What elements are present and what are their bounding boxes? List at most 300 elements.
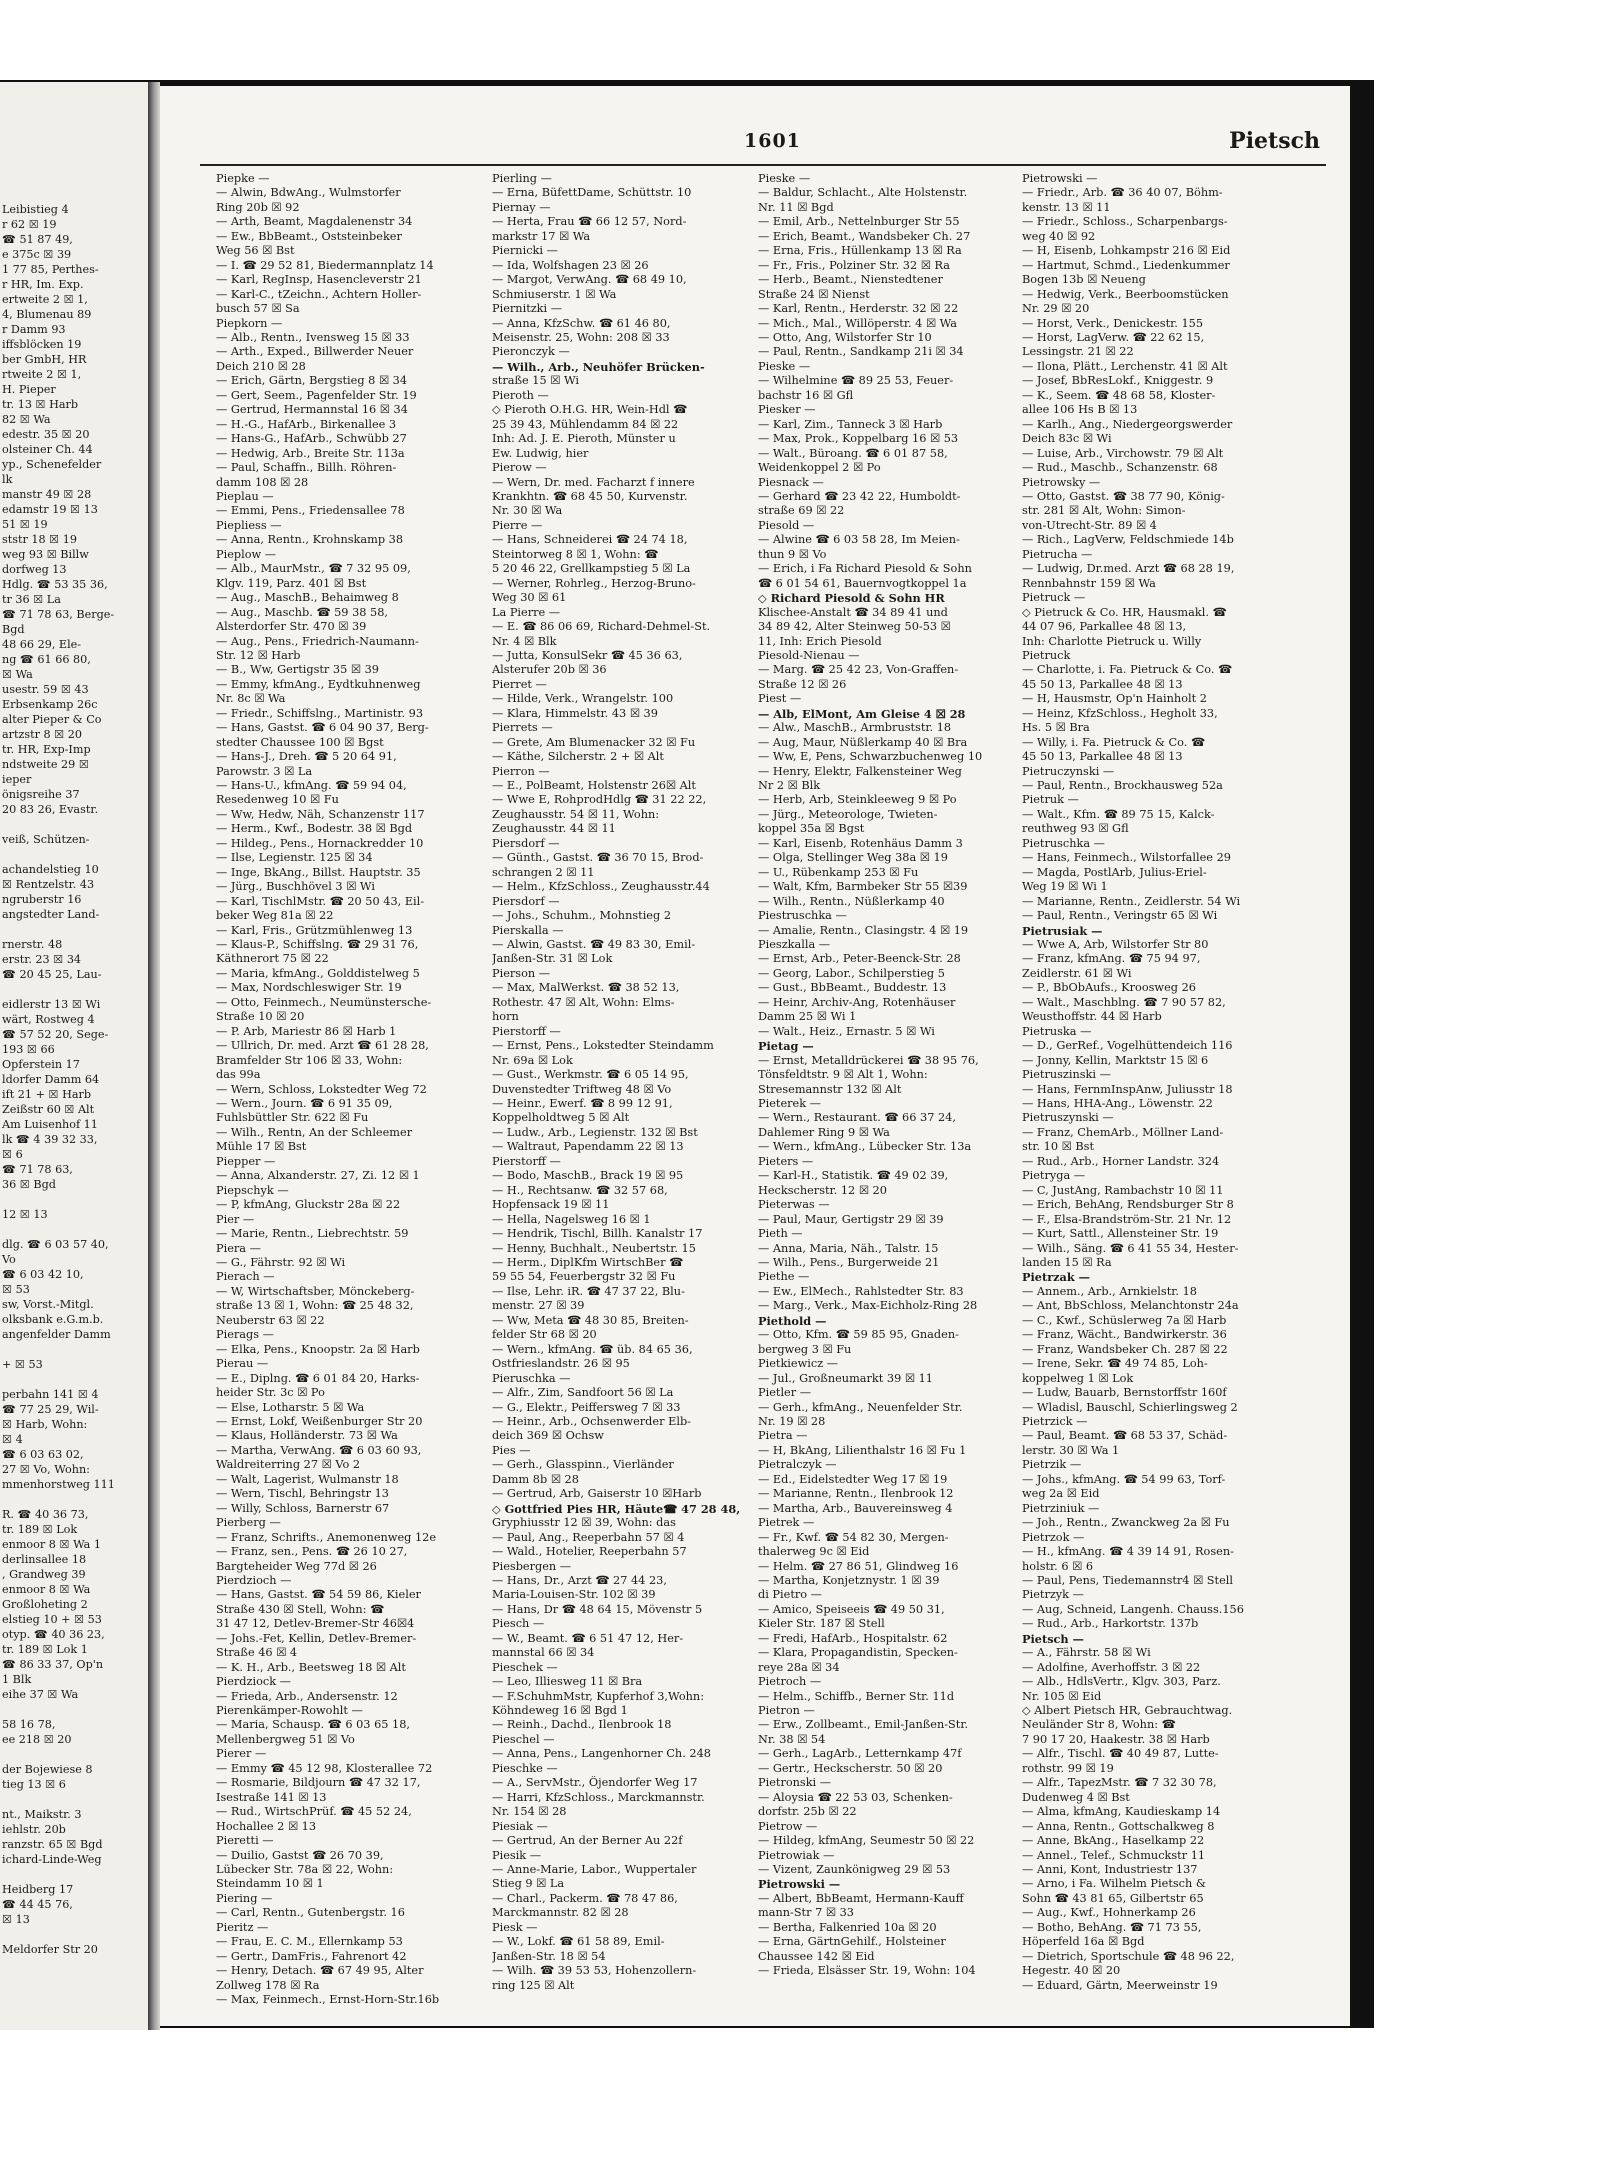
left-page-line: otyp. ☎ 40 36 23, xyxy=(2,1628,105,1641)
directory-entry: — Friedr., Arb. ☎ 36 40 07, Böhm- xyxy=(1022,186,1223,200)
directory-entry: — Alwin, Gastst. ☎ 49 83 30, Emil- xyxy=(492,938,696,952)
directory-entry: straße 13 ☒ 1, Wohn: ☎ 25 48 32, xyxy=(216,1299,414,1313)
directory-entry: — Käthe, Silcherstr. 2 + ☒ Alt xyxy=(492,750,664,764)
directory-entry: — A., ServMstr., Öjendorfer Weg 17 xyxy=(492,1776,698,1790)
directory-entry: Piernay — xyxy=(492,200,551,214)
left-page-line: 58 16 78, xyxy=(2,1718,56,1731)
left-page-line: 193 ☒ 66 xyxy=(2,1043,55,1056)
left-page-line: ☎ 44 45 76, xyxy=(2,1898,73,1911)
directory-entry: — Wern, Dr. med. Facharzt f innere xyxy=(492,475,695,489)
directory-entry: — Hans, Schneiderei ☎ 24 74 18, xyxy=(492,533,688,547)
directory-entry: — Ernst, Metalldrückerei ☎ 38 95 76, xyxy=(758,1053,979,1067)
directory-entry: Piersdorf — xyxy=(492,894,560,908)
left-page-line: + ☒ 53 xyxy=(2,1358,43,1371)
left-page-line: perbahn 141 ☒ 4 xyxy=(2,1388,99,1401)
directory-entry: Mühle 17 ☒ Bst xyxy=(216,1140,307,1154)
directory-entry: — Charl., Packerm. ☎ 78 47 86, xyxy=(492,1891,678,1905)
directory-entry: Pieterek — xyxy=(758,1097,821,1110)
directory-entry: Isestraße 141 ☒ 13 xyxy=(216,1790,327,1804)
directory-entry: Hs. 5 ☒ Bra xyxy=(1022,721,1090,735)
directory-entry: mannstal 66 ☒ 34 xyxy=(492,1646,595,1660)
left-page-line: rnerstr. 48 xyxy=(2,938,63,951)
directory-entry: Pietryga — xyxy=(1022,1169,1086,1183)
directory-entry: Pierags — xyxy=(216,1328,274,1342)
directory-entry: — Gertrud, Arb, Gaiserstr 10 ☒Harb xyxy=(492,1487,702,1501)
directory-entry: Duvenstedter Triftweg 48 ☒ Vo xyxy=(492,1082,672,1096)
directory-entry: — Jutta, KonsulSekr ☎ 45 36 63, xyxy=(492,648,683,662)
directory-entry: — Karl, Fris., Grützmühlenweg 13 xyxy=(216,923,413,937)
directory-entry: — A., Fährstr. 58 ☒ Wi xyxy=(1022,1646,1151,1660)
left-page-line: ldorfer Damm 64 xyxy=(2,1073,100,1086)
directory-entry: — Reinh., Dachd., Ilenbrook 18 xyxy=(492,1718,672,1732)
directory-entry: — Max, MalWerkst. ☎ 38 52 13, xyxy=(492,981,680,995)
directory-entry: Pierron — xyxy=(492,764,550,778)
directory-entry: Klgv. 119, Parz. 401 ☒ Bst xyxy=(216,576,367,590)
directory-entry: 5 20 46 22, Grellkampstieg 5 ☒ La xyxy=(492,562,691,576)
directory-entry: — Gertrud, An der Berner Au 22f xyxy=(492,1834,683,1848)
left-page-line: ☒ 53 xyxy=(2,1283,30,1296)
directory-entry: Ostfrieslandstr. 26 ☒ 95 xyxy=(492,1357,630,1371)
left-page-line xyxy=(2,817,148,832)
directory-entry: — Anna, Alxanderstr. 27, Zi. 12 ☒ 1 xyxy=(216,1169,420,1183)
directory-entry: — Hans-G., HafArb., Schwübb 27 xyxy=(216,432,407,446)
left-page-line: sw, Vorst.-Mitgl. xyxy=(2,1298,94,1311)
directory-entry: — Margot, VerwAng. ☎ 68 49 10, xyxy=(492,273,687,287)
directory-entry: Pietralczyk — xyxy=(758,1458,837,1472)
directory-entry: — Erna, GärtnGehilf., Holsteiner xyxy=(758,1935,946,1949)
left-page-line: 12 ☒ 13 xyxy=(2,1208,48,1221)
left-page-line: 51 ☒ 19 xyxy=(2,518,48,531)
directory-entry: Hopfensack 19 ☒ 11 xyxy=(492,1198,610,1212)
directory-entry: Nr. 38 ☒ 54 xyxy=(758,1732,826,1746)
directory-entry: — Ww, E, Pens, Schwarzbuchenweg 10 xyxy=(758,750,983,764)
directory-entry: koppel 35a ☒ Bgst xyxy=(758,822,865,836)
directory-entry: Pietrzak — xyxy=(1022,1270,1090,1285)
left-page-line: lk xyxy=(2,473,13,486)
directory-entry: Pierdziock — xyxy=(216,1675,291,1689)
left-page-line: ☎ 51 87 49, xyxy=(2,233,73,246)
directory-entry: — Johs., kfmAng. ☎ 54 99 63, Torf- xyxy=(1022,1472,1226,1486)
directory-entry: Pietrziniuk — xyxy=(1022,1501,1100,1515)
directory-entry: Nr. 30 ☒ Wa xyxy=(492,504,563,518)
left-page-line: e 375c ☒ 39 xyxy=(2,248,72,261)
directory-entry: 59 55 54, Feuerbergstr 32 ☒ Fu xyxy=(492,1270,676,1284)
directory-entry: — Wilh., Arb., Neuhöfer Brücken- xyxy=(492,359,705,374)
directory-entry: — Ilse, Lehr. iR. ☎ 47 37 22, Blu- xyxy=(492,1284,685,1298)
directory-entry: — E., PolBeamt, Holstenstr 26☒ Alt xyxy=(492,779,696,793)
directory-entry: Pieske — xyxy=(758,359,811,373)
directory-entry: Piepliess — xyxy=(216,518,282,532)
directory-entry: Tönsfeldtstr. 9 ☒ Alt 1, Wohn: xyxy=(758,1068,928,1082)
directory-entry: Koppelholdtweg 5 ☒ Alt xyxy=(492,1111,630,1125)
directory-entry: Pieplau — xyxy=(216,489,274,503)
running-head: Pietsch xyxy=(1229,128,1320,154)
directory-entry: — Georg, Labor., Schilperstieg 5 xyxy=(758,966,945,980)
directory-entry: — Alw., MaschB., Armbruststr. 18 xyxy=(758,721,952,735)
left-page-line: ☎ 71 78 63, xyxy=(2,1163,73,1176)
directory-entry: — Botho, BehAng. ☎ 71 73 55, xyxy=(1022,1920,1202,1934)
directory-entry: di Pietro — xyxy=(758,1588,822,1602)
directory-entry: Pietrusiak — xyxy=(1022,923,1103,938)
directory-entry: — Karl-C., tZeichn., Achtern Holler- xyxy=(216,287,422,301)
directory-entry: — Marg., Verk., Max-Eichholz-Ring 28 xyxy=(758,1299,978,1313)
directory-entry: — Karlh., Ang., Niedergeorgswerder xyxy=(1022,417,1233,431)
directory-entry: — Hans, HHA-Ang., Löwenstr. 22 xyxy=(1022,1097,1213,1110)
left-page-line: eidlerstr 13 ☒ Wi xyxy=(2,998,101,1011)
directory-entry: Piesik — xyxy=(492,1848,542,1862)
left-page-line: Heidberg 17 xyxy=(2,1883,74,1896)
directory-entry: str. 281 ☒ Alt, Wohn: Simon- xyxy=(1022,504,1186,518)
directory-entry: — Josef, BbResLokf., Kniggestr. 9 xyxy=(1022,374,1214,388)
directory-entry: — Inge, BkAng., Billst. Hauptstr. 35 xyxy=(216,865,421,879)
directory-entry: — Frieda, Elsässer Str. 19, Wohn: 104 xyxy=(758,1964,976,1978)
directory-entry: Piepper — xyxy=(216,1154,276,1168)
directory-entry: — Jul., Großneumarkt 39 ☒ 11 xyxy=(758,1371,933,1385)
left-page-line: Hdlg. ☎ 53 35 36, xyxy=(2,578,108,591)
directory-entry: — Carl, Rentn., Gutenbergstr. 16 xyxy=(216,1906,405,1920)
left-page-line: veiß, Schützen- xyxy=(2,833,90,846)
directory-entry: Zeughausstr. 54 ☒ 11, Wohn: xyxy=(492,807,660,821)
left-page-line: ichard-Linde-Weg xyxy=(2,1853,102,1866)
directory-entry: thun 9 ☒ Vo xyxy=(758,547,827,561)
left-page-line: olsteiner Ch. 44 xyxy=(2,443,93,456)
directory-entry: — Klara, Propagandistin, Specken- xyxy=(758,1646,958,1660)
directory-entry: Klischee-Anstalt ☎ 34 89 41 und xyxy=(758,605,948,619)
directory-entry: — Rud., Arb., Harkortstr. 137b xyxy=(1022,1617,1199,1631)
directory-entry: — W., Beamt. ☎ 6 51 47 12, Her- xyxy=(492,1631,684,1645)
directory-entry: — Annel., Telef., Schmuckstr 11 xyxy=(1022,1848,1206,1862)
left-page-line: Am Luisenhof 11 xyxy=(2,1118,98,1131)
directory-entry: Pietruska — xyxy=(1022,1024,1092,1038)
directory-entry: Pietsch — xyxy=(1022,1631,1084,1646)
directory-entry: Pieritz — xyxy=(216,1920,269,1934)
directory-entry: Straße 12 ☒ 26 xyxy=(758,677,847,691)
directory-entry: — G., Elektr., Peiffersweg 7 ☒ 33 xyxy=(492,1400,681,1414)
directory-entry: — Werner, Rohrleg., Herzog-Bruno- xyxy=(492,576,696,590)
directory-entry: — Jürg., Buschhövel 3 ☒ Wi xyxy=(216,880,375,894)
directory-entry: Pietrzik — xyxy=(1022,1458,1082,1472)
left-page-line: ☎ 86 33 37, Op'n xyxy=(2,1658,104,1671)
directory-entry: — Emil, Arb., Nettelnburger Str 55 xyxy=(758,215,960,229)
directory-entry: — Wern., kfmAng., Lübecker Str. 13a xyxy=(758,1140,972,1154)
directory-entry: Resedenweg 10 ☒ Fu xyxy=(216,793,339,807)
directory-entry: Pieretti — xyxy=(216,1834,274,1848)
directory-entry: Piesold-Nienau — xyxy=(758,648,860,662)
directory-entry: — Franz, sen., Pens. ☎ 26 10 27, xyxy=(216,1545,408,1559)
left-page-line: der Bojewiese 8 xyxy=(2,1763,93,1776)
directory-entry: Neuländer Str 8, Wohn: ☎ xyxy=(1022,1718,1176,1732)
directory-entry: Pieterwas — xyxy=(758,1198,830,1212)
directory-entry: — Erich, BehAng, Rendsburger Str 8 xyxy=(1022,1198,1234,1212)
directory-entry: Pieruschka — xyxy=(492,1371,571,1385)
directory-entry: — H.-G., HafArb., Birkenallee 3 xyxy=(216,417,397,431)
directory-entry: — Anna, Rentn., Krohnskamp 38 xyxy=(216,533,404,547)
directory-entry: — Harri, KfzSchloss., Marckmannstr. xyxy=(492,1790,705,1804)
directory-entry: Pietrowski — xyxy=(758,1877,841,1892)
directory-entry: Piering — xyxy=(216,1891,273,1905)
directory-entry: Steintorweg 8 ☒ 1, Wohn: ☎ xyxy=(492,547,659,561)
left-page-line xyxy=(2,1792,148,1807)
directory-entry: — Erna, Fris., Hüllenkamp 13 ☒ Ra xyxy=(758,244,962,258)
directory-entry: Straße 46 ☒ 4 xyxy=(216,1646,298,1660)
directory-entry: — Ernst, Arb., Peter-Beenck-Str. 28 xyxy=(758,952,961,966)
left-page-line: erstr. 23 ☒ 34 xyxy=(2,953,82,966)
left-page-line: nt., Maikstr. 3 xyxy=(2,1808,82,1821)
directory-entry: — Hedwig, Arb., Breite Str. 113a xyxy=(216,446,405,460)
directory-entry: — Ludw., Arb., Legienstr. 132 ☒ Bst xyxy=(492,1125,698,1139)
left-page-line: ☎ 57 52 20, Sege- xyxy=(2,1028,109,1041)
directory-entry: Parowstr. 3 ☒ La xyxy=(216,764,313,778)
directory-entry: — Johs., Schuhm., Mohnstieg 2 xyxy=(492,909,672,923)
directory-entry: — K. H., Arb., Beetsweg 18 ☒ Alt xyxy=(216,1660,406,1674)
directory-entry: Pies — xyxy=(492,1443,531,1457)
directory-entry: — Erna, BüfettDame, Schüttstr. 10 xyxy=(492,186,692,200)
directory-entry: Inh: Charlotte Pietruck u. Willy xyxy=(1022,634,1202,648)
directory-entry: — Ida, Wolfshagen 23 ☒ 26 xyxy=(492,258,649,272)
directory-entry: — Waltraut, Papendamm 22 ☒ 13 xyxy=(492,1140,684,1154)
directory-entry: — Hartmut, Schmd., Liedenkummer xyxy=(1022,258,1230,272)
directory-entry: — D., GerRef., Vogelhüttendeich 116 xyxy=(1022,1039,1233,1053)
directory-entry: Piernicki — xyxy=(492,244,558,258)
left-page-line: artzstr 8 ☒ 20 xyxy=(2,728,83,741)
left-page-line: lk ☎ 4 39 32 33, xyxy=(2,1133,98,1146)
directory-entry: — Klaus-P., Schiffslng. ☎ 29 31 76, xyxy=(216,938,419,952)
directory-entry: Höperfeld 16a ☒ Bgd xyxy=(1022,1935,1145,1949)
directory-entry: Pietruck xyxy=(1022,648,1071,662)
directory-entry: Pietruczynski — xyxy=(1022,764,1115,778)
directory-entry: Pierach — xyxy=(216,1270,275,1284)
directory-entry: von-Utrecht-Str. 89 ☒ 4 xyxy=(1022,518,1157,532)
directory-entry: deich 369 ☒ Ochsw xyxy=(492,1429,604,1443)
directory-entry: Pietkiewicz — xyxy=(758,1357,839,1371)
directory-entry: — Henry, Elektr, Falkensteiner Weg xyxy=(758,764,962,778)
directory-entry: — H, Eisenb, Lohkampstr 216 ☒ Eid xyxy=(1022,244,1231,258)
directory-entry: — Horst, LagVerw. ☎ 22 62 15, xyxy=(1022,330,1205,344)
directory-entry: — Horst, Verk., Denickestr. 155 xyxy=(1022,316,1204,330)
directory-entry: — Max, Feinmech., Ernst-Horn-Str.16b xyxy=(216,1993,440,2007)
left-page-line: ieper xyxy=(2,773,32,786)
directory-entry: — F., Elsa-Brandström-Str. 21 Nr. 12 xyxy=(1022,1212,1232,1226)
directory-entry: Piersdorf — xyxy=(492,836,560,850)
directory-entry: — Emmy, kfmAng., Eydtkuhnenweg xyxy=(216,677,421,691)
directory-entry: — B., Ww, Gertigstr 35 ☒ 39 xyxy=(216,663,379,677)
directory-entry: str. 10 ☒ Bst xyxy=(1022,1140,1095,1154)
directory-entry: — Irene, Sekr. ☎ 49 74 85, Loh- xyxy=(1022,1357,1208,1371)
directory-entry: — Ludwig, Dr.med. Arzt ☎ 68 28 19, xyxy=(1022,562,1235,576)
left-page-line: tr. 13 ☒ Harb xyxy=(2,398,79,411)
left-page-line xyxy=(2,1492,148,1507)
directory-entry: 31 47 12, Detlev-Bremer-Str 46☒4 xyxy=(216,1617,415,1631)
directory-entry: Janßen-Str. 31 ☒ Lok xyxy=(492,952,613,966)
directory-column-2 xyxy=(492,172,760,1993)
directory-entry: — Otto, Ang, Wilstorfer Str 10 xyxy=(758,330,932,344)
directory-entry: damm 108 ☒ 28 xyxy=(216,475,309,489)
directory-entry: — Franz, Wächt., Bandwirkerstr. 36 xyxy=(1022,1328,1227,1342)
directory-entry: Rothestr. 47 ☒ Alt, Wohn: Elms- xyxy=(492,995,675,1009)
left-page-line: iehlstr. 20b xyxy=(2,1823,66,1836)
directory-entry: Nr. 154 ☒ 28 xyxy=(492,1805,567,1819)
directory-entry: — Alfr., Zim, Sandfoort 56 ☒ La xyxy=(492,1386,674,1400)
directory-entry: — Hans, Dr ☎ 48 64 15, Mövenstr 5 xyxy=(492,1602,703,1616)
left-page-line: önigsreihe 37 xyxy=(2,788,80,801)
directory-entry: — Gust., Werkmstr. ☎ 6 05 14 95, xyxy=(492,1068,689,1082)
directory-entry: — Maria, Schausp. ☎ 6 03 65 18, xyxy=(216,1718,411,1732)
directory-entry: Bargteheider Weg 77d ☒ 26 xyxy=(216,1559,377,1573)
directory-entry: Pierer — xyxy=(216,1747,267,1761)
directory-entry: Pierling — xyxy=(492,172,552,185)
directory-entry: — Eduard, Gärtn, Meerweinstr 19 xyxy=(1022,1978,1218,1992)
directory-entry: — Ww, Meta ☎ 48 30 85, Breiten- xyxy=(492,1313,689,1327)
left-page-line: 20 83 26, Evastr. xyxy=(2,803,98,816)
directory-entry: — P, kfmAng, Gluckstr 28a ☒ 22 xyxy=(216,1198,401,1212)
left-page-line: 36 ☒ Bgd xyxy=(2,1178,56,1191)
directory-entry: Fuhlsbüttler Str. 622 ☒ Fu xyxy=(216,1111,369,1125)
directory-entry: — Paul, Maur, Gertigstr 29 ☒ 39 xyxy=(758,1212,944,1226)
directory-entry: Janßen-Str. 18 ☒ 54 xyxy=(492,1949,606,1963)
directory-entry: Pierstorff — xyxy=(492,1154,561,1168)
directory-entry: Weg 56 ☒ Bst xyxy=(216,244,295,258)
left-page-line: r 62 ☒ 19 xyxy=(2,218,57,231)
directory-entry: — Paul, Rentn., Veringstr 65 ☒ Wi xyxy=(1022,909,1218,923)
directory-entry: — Jonny, Kellin, Marktstr 15 ☒ 6 xyxy=(1022,1053,1209,1067)
directory-entry: — Wilhelmine ☎ 89 25 53, Feuer- xyxy=(758,374,954,388)
directory-entry: — Aug, Maur, Nüßlerkamp 40 ☒ Bra xyxy=(758,735,968,749)
left-page-line: dlg. ☎ 6 03 57 40, xyxy=(2,1238,109,1251)
directory-entry: straße 15 ☒ Wi xyxy=(492,374,580,388)
directory-entry: — Amalie, Rentn., Clasingstr. 4 ☒ 19 xyxy=(758,923,969,937)
left-page-line xyxy=(2,1747,148,1762)
directory-entry: Damm 25 ☒ Wi 1 xyxy=(758,1010,857,1024)
directory-entry: Nr. 69a ☒ Lok xyxy=(492,1053,573,1067)
directory-entry: — Wilh., Pens., Burgerweide 21 xyxy=(758,1255,940,1269)
directory-entry: Inh: Ad. J. E. Pieroth, Münster u xyxy=(492,432,676,446)
left-page-line: ☒ Harb, Wohn: xyxy=(2,1418,88,1431)
left-page-line xyxy=(2,1372,148,1387)
directory-entry: — Luise, Arb., Virchowstr. 79 ☒ Alt xyxy=(1022,446,1224,460)
left-page-line: tr 36 ☒ La xyxy=(2,593,61,606)
directory-entry: — Emmy ☎ 45 12 98, Klosterallee 72 xyxy=(216,1761,433,1775)
directory-entry: — Max, Prok., Koppelbarg 16 ☒ 53 xyxy=(758,432,959,446)
directory-entry: — Wern., Restaurant. ☎ 66 37 24, xyxy=(758,1111,956,1125)
directory-entry: — Gerh., kfmAng., Neuenfelder Str. xyxy=(758,1400,963,1414)
directory-entry: Hochallee 2 ☒ 13 xyxy=(216,1819,317,1833)
directory-entry: Pierow — xyxy=(492,461,547,475)
directory-entry: 11, Inh: Erich Piesold xyxy=(758,634,882,648)
directory-entry: — Hans, FernmInspAnw, Juliusstr 18 xyxy=(1022,1082,1233,1096)
directory-entry: — Wern., Journ. ☎ 6 91 35 09, xyxy=(216,1097,393,1110)
directory-entry: — Gertr., Heckscherstr. 50 ☒ 20 xyxy=(758,1761,943,1775)
directory-entry: Hegestr. 40 ☒ 20 xyxy=(1022,1964,1121,1978)
directory-entry: — Leo, Illiesweg 11 ☒ Bra xyxy=(492,1675,643,1689)
directory-entry: — Hans-U., kfmAng. ☎ 59 94 04, xyxy=(216,779,407,793)
directory-entry: Weusthoffstr. 44 ☒ Harb xyxy=(1022,1010,1162,1024)
directory-entry: — Alb., MaurMstr., ☎ 7 32 95 09, xyxy=(216,562,411,576)
left-page-line: mmenhorstweg 111 xyxy=(2,1478,115,1491)
directory-entry: Pierdzioch — xyxy=(216,1573,292,1587)
directory-entry: — Erich, Beamt., Wandsbeker Ch. 27 xyxy=(758,229,971,243)
directory-entry: — P., BbObAufs., Kroosweg 26 xyxy=(1022,981,1196,995)
directory-entry: 25 39 43, Mühlendamm 84 ☒ 22 xyxy=(492,417,679,431)
directory-entry: — Franz, ChemArb., Möllner Land- xyxy=(1022,1125,1224,1139)
directory-entry: Pieth — xyxy=(758,1227,803,1241)
left-page-line: ngruberstr 16 xyxy=(2,893,82,906)
directory-entry: — Alb., HdlsVertr., Klgv. 303, Parz. xyxy=(1022,1675,1221,1689)
left-page-line: yp., Schenefelder xyxy=(2,458,102,471)
left-page-line: Erbsenkamp 26c xyxy=(2,698,98,711)
directory-entry: Pierenkämper-Rowohlt — xyxy=(216,1704,363,1718)
directory-entry: — Gerh., Glasspinn., Vierländer xyxy=(492,1458,674,1472)
directory-entry: — Aug., Maschb. ☎ 59 38 58, xyxy=(216,605,389,619)
directory-entry: — K., Seem. ☎ 48 68 58, Kloster- xyxy=(1022,388,1216,402)
directory-entry: — H., kfmAng. ☎ 4 39 14 91, Rosen- xyxy=(1022,1545,1234,1559)
directory-entry: Pieplow — xyxy=(216,547,277,561)
directory-entry: — C., Kwf., Schüslerweg 7a ☒ Harb xyxy=(1022,1313,1227,1327)
directory-entry: — Annem., Arb., Arnkielstr. 18 xyxy=(1022,1284,1197,1298)
directory-entry: Pierberg — xyxy=(216,1516,281,1530)
left-page-line: olksbank e.G.m.b. xyxy=(2,1313,104,1326)
directory-entry: — Willy, Schloss, Barnerstr 67 xyxy=(216,1501,390,1515)
directory-entry: — Alfr., TapezMstr. ☎ 7 32 30 78, xyxy=(1022,1776,1217,1790)
directory-entry: — Bertha, Falkenried 10a ☒ 20 xyxy=(758,1920,937,1934)
directory-entry: Stieg 9 ☒ La xyxy=(492,1877,565,1891)
left-page-line: ber GmbH, HR xyxy=(2,353,87,366)
directory-entry: holstr. 6 ☒ 6 xyxy=(1022,1559,1094,1573)
directory-entry: — Herb., Beamt., Nienstedtener xyxy=(758,273,943,287)
directory-entry: Pietruschka — xyxy=(1022,836,1105,850)
directory-entry: reye 28a ☒ 34 xyxy=(758,1660,840,1674)
directory-entry: Pietruck — xyxy=(1022,591,1086,605)
directory-entry: — Max, Nordschleswiger Str. 19 xyxy=(216,981,402,995)
directory-entry: Deich 210 ☒ 28 xyxy=(216,359,306,373)
directory-entry: Pierstorff — xyxy=(492,1024,561,1038)
directory-entry: Pierrets — xyxy=(492,721,553,735)
directory-entry: Pietler — xyxy=(758,1386,812,1400)
directory-entry: — Günth., Gastst. ☎ 36 70 15, Brod- xyxy=(492,851,704,865)
directory-entry: Bramfelder Str 106 ☒ 33, Wohn: xyxy=(216,1053,403,1067)
directory-entry: Dudenweg 4 ☒ Bst xyxy=(1022,1790,1130,1804)
directory-entry: — Marianne, Rentn., Zeidlerstr. 54 Wi xyxy=(1022,894,1241,908)
directory-entry: Pietrow — xyxy=(758,1819,818,1833)
directory-entry: ☎ 6 01 54 61, Bauernvogtkoppel 1a xyxy=(758,576,967,590)
left-page-line: weg 93 ☒ Billw xyxy=(2,548,89,561)
directory-entry: — Alfr., Tischl. ☎ 40 49 87, Lutte- xyxy=(1022,1747,1219,1761)
directory-entry: — Karl, TischlMstr. ☎ 20 50 43, Eil- xyxy=(216,894,425,908)
directory-entry: markstr 17 ☒ Wa xyxy=(492,229,591,243)
directory-entry: — Heinz, KfzSchloss., Hegholt 33, xyxy=(1022,706,1218,720)
directory-entry: — E., Diplng. ☎ 6 01 84 20, Harks- xyxy=(216,1371,420,1385)
directory-entry: Piesch — xyxy=(492,1617,545,1631)
directory-entry: Nr 2 ☒ Blk xyxy=(758,779,821,793)
directory-entry: Pietruk — xyxy=(1022,793,1079,807)
directory-entry: 44 07 96, Parkallee 48 ☒ 13, xyxy=(1022,620,1187,634)
directory-entry: Piernitzki — xyxy=(492,302,563,316)
directory-entry: Pietrzyk — xyxy=(1022,1588,1084,1602)
directory-entry: — Willy, i. Fa. Pietruck & Co. ☎ xyxy=(1022,735,1206,749)
directory-entry: Pietrowski — xyxy=(1022,172,1098,185)
directory-entry: 45 50 13, Parkallee 48 ☒ 13 xyxy=(1022,750,1183,764)
directory-entry: — Arno, i Fa. Wilhelm Pietsch & xyxy=(1022,1877,1206,1891)
directory-entry: — Hendrik, Tischl, Billh. Kanalstr 17 xyxy=(492,1227,703,1241)
directory-entry: Krankhtn. ☎ 68 45 50, Kurvenstr. xyxy=(492,489,688,503)
directory-entry: — Olga, Stellinger Weg 38a ☒ 19 xyxy=(758,851,948,865)
directory-entry: Lessingstr. 21 ☒ 22 xyxy=(1022,345,1134,359)
directory-entry: — Friedr., Schloss., Scharpenbargs- xyxy=(1022,215,1228,229)
directory-entry: — Ww, Hedw, Näh, Schanzenstr 117 xyxy=(216,807,425,821)
directory-entry: — Karl-H., Statistik. ☎ 49 02 39, xyxy=(758,1169,949,1183)
left-page-line: tr. 189 ☒ Lok 1 xyxy=(2,1643,88,1656)
directory-entry: — Rud., WirtschPrüf. ☎ 45 52 24, xyxy=(216,1805,412,1819)
directory-entry: Pieschek — xyxy=(492,1660,558,1674)
